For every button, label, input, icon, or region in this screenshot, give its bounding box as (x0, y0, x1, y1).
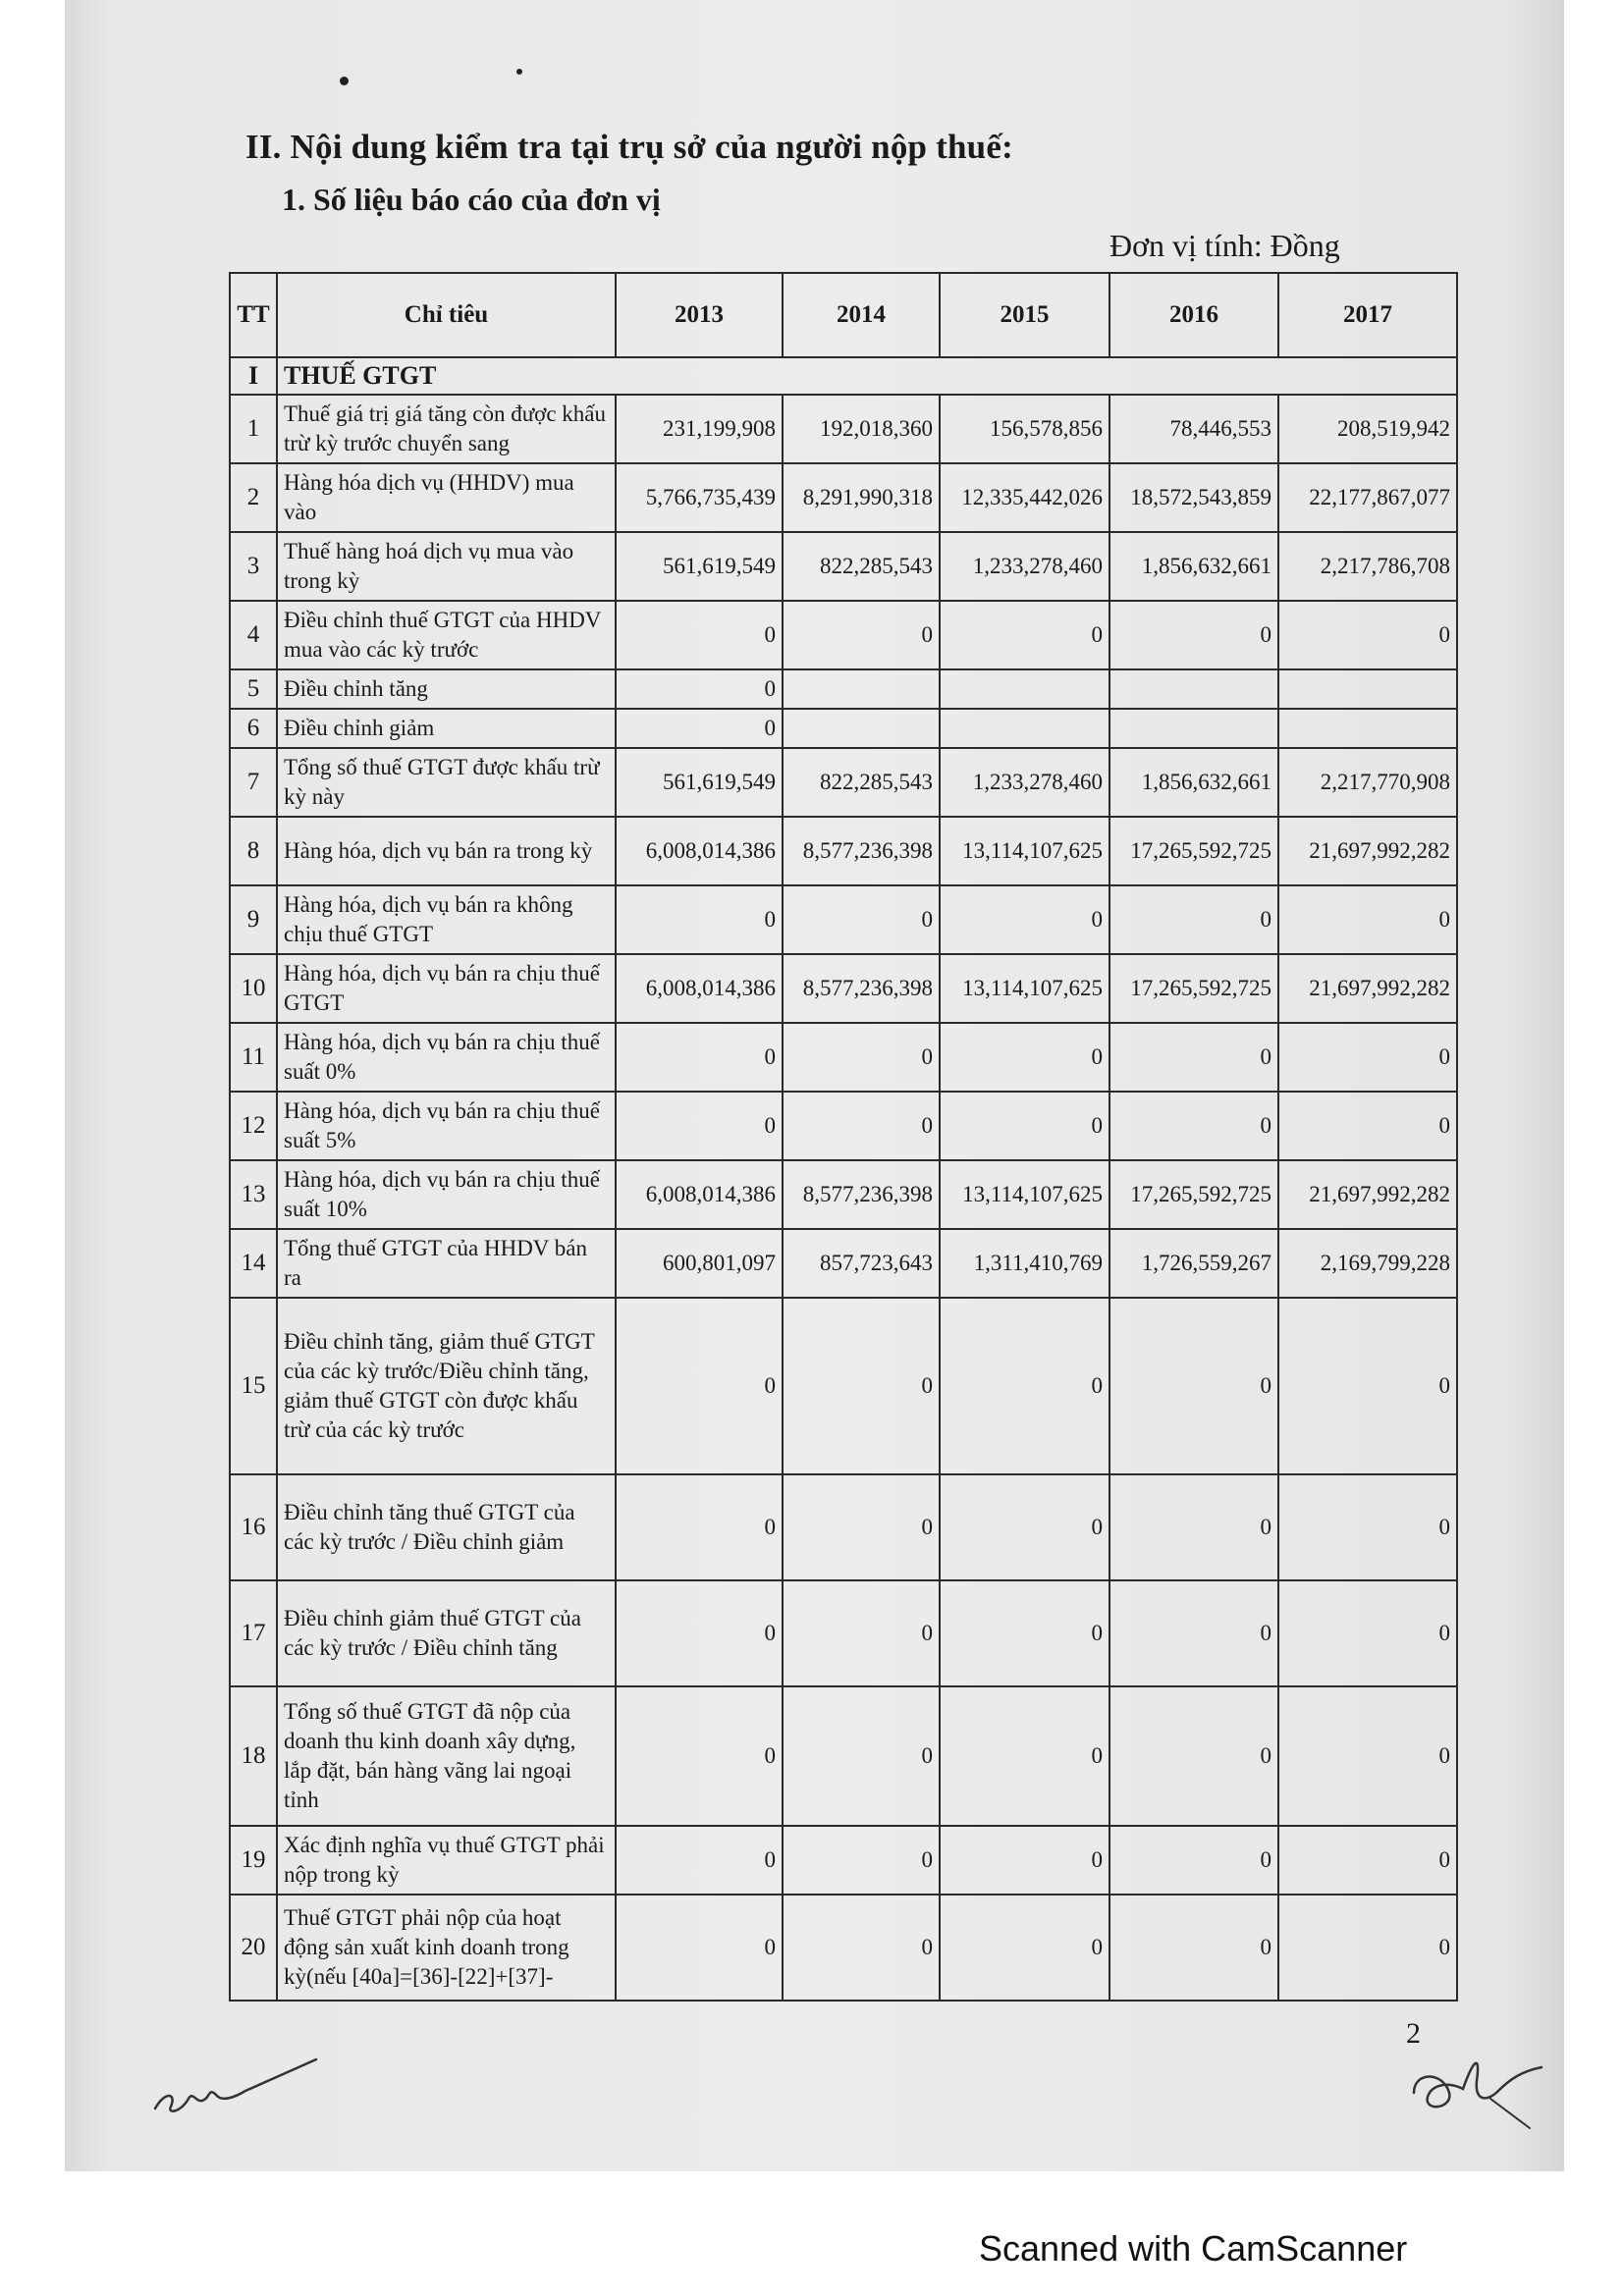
value-cell-2015: 0 (940, 1474, 1109, 1580)
table-row (230, 532, 1457, 601)
value-cell-2017: 0 (1278, 1474, 1457, 1580)
value-cell-2014: 822,285,543 (783, 748, 940, 817)
indicator-label: Điều chỉnh thuế GTGT của HHDV mua vào các kỳ trước (277, 601, 616, 669)
currency-unit-note: Đơn vị tính: Đồng (1109, 228, 1340, 263)
row-number: 17 (230, 1580, 277, 1686)
row-number: 7 (230, 748, 277, 817)
section-heading: II. Nội dung kiểm tra tại trụ sở của người nộp thuế: (245, 128, 1013, 166)
value-cell-2014: 822,285,543 (783, 532, 940, 601)
value-cell-2016: 1,726,559,267 (1109, 1229, 1278, 1298)
value-cell-2016: 18,572,543,859 (1109, 463, 1278, 532)
value-cell-2016: 0 (1109, 1580, 1278, 1686)
value-cell-2015 (940, 709, 1109, 748)
value-cell-2013: 0 (616, 1826, 783, 1895)
value-cell-2013: 0 (616, 1092, 783, 1160)
value-cell-2014: 8,577,236,398 (783, 817, 940, 885)
value-cell-2015: 156,578,856 (940, 395, 1109, 463)
indicator-label: Tổng số thuế GTGT đã nộp của doanh thu kinh doanh xây dựng, lắp đặt, bán hàng vãng lai ngoại tỉnh (277, 1686, 616, 1826)
table-row (230, 395, 1457, 463)
value-cell-2017: 0 (1278, 1298, 1457, 1474)
row-number: 10 (230, 954, 277, 1023)
value-cell-2014: 0 (783, 1474, 940, 1580)
value-cell-2014: 0 (783, 1298, 940, 1474)
row-number: 18 (230, 1686, 277, 1826)
table-row (230, 709, 1457, 748)
value-cell-2016: 1,856,632,661 (1109, 748, 1278, 817)
row-number: 9 (230, 885, 277, 954)
value-cell-2015: 1,233,278,460 (940, 748, 1109, 817)
column-header-2014: 2014 (783, 273, 940, 357)
signature-right (1404, 2042, 1551, 2130)
value-cell-2017: 0 (1278, 1895, 1457, 2001)
column-header-tt: TT (230, 273, 277, 357)
indicator-label: Tổng thuế GTGT của HHDV bán ra (277, 1229, 616, 1298)
value-cell-2016 (1109, 669, 1278, 709)
indicator-label: Điều chỉnh tăng (277, 669, 616, 709)
indicator-label: Thuế giá trị giá tăng còn được khấu trừ kỳ trước chuyển sang (277, 395, 616, 463)
table-row (230, 1092, 1457, 1160)
value-cell-2017: 21,697,992,282 (1278, 1160, 1457, 1229)
value-cell-2014: 192,018,360 (783, 395, 940, 463)
value-cell-2016: 0 (1109, 1686, 1278, 1826)
value-cell-2017: 0 (1278, 1580, 1457, 1686)
value-cell-2016: 0 (1109, 1474, 1278, 1580)
value-cell-2017: 2,217,786,708 (1278, 532, 1457, 601)
value-cell-2014: 0 (783, 1826, 940, 1895)
value-cell-2015: 0 (940, 1580, 1109, 1686)
indicator-label: Thuế GTGT phải nộp của hoạt động sản xuất kinh doanh trong kỳ(nếu [40a]=[36]-[22]+[37]- (277, 1895, 616, 2001)
value-cell-2013: 6,008,014,386 (616, 954, 783, 1023)
value-cell-2016: 17,265,592,725 (1109, 954, 1278, 1023)
table-row (230, 669, 1457, 709)
table-row (230, 1826, 1457, 1895)
value-cell-2014: 0 (783, 1580, 940, 1686)
indicator-label: Tổng số thuế GTGT được khấu trừ kỳ này (277, 748, 616, 817)
indicator-label: Hàng hóa, dịch vụ bán ra chịu thuế GTGT (277, 954, 616, 1023)
row-number: 16 (230, 1474, 277, 1580)
indicator-label: Hàng hóa, dịch vụ bán ra không chịu thuế GTGT (277, 885, 616, 954)
value-cell-2016: 17,265,592,725 (1109, 1160, 1278, 1229)
value-cell-2013: 5,766,735,439 (616, 463, 783, 532)
section-row (230, 357, 1457, 395)
column-header-2013: 2013 (616, 273, 783, 357)
value-cell-2015: 13,114,107,625 (940, 817, 1109, 885)
value-cell-2017: 0 (1278, 1092, 1457, 1160)
indicator-label: Xác định nghĩa vụ thuế GTGT phải nộp trong kỳ (277, 1826, 616, 1895)
value-cell-2016: 0 (1109, 885, 1278, 954)
table-row (230, 1474, 1457, 1580)
value-cell-2016: 0 (1109, 601, 1278, 669)
value-cell-2017: 22,177,867,077 (1278, 463, 1457, 532)
value-cell-2013: 0 (616, 1686, 783, 1826)
indicator-label: Điều chỉnh giảm thuế GTGT của các kỳ trước / Điều chỉnh tăng (277, 1580, 616, 1686)
column-header-2016: 2016 (1109, 273, 1278, 357)
value-cell-2014: 857,723,643 (783, 1229, 940, 1298)
table-row (230, 1686, 1457, 1826)
speck-mark (340, 77, 349, 85)
table-row (230, 885, 1457, 954)
value-cell-2016: 0 (1109, 1298, 1278, 1474)
value-cell-2014: 0 (783, 1895, 940, 2001)
value-cell-2017: 0 (1278, 885, 1457, 954)
value-cell-2013: 600,801,097 (616, 1229, 783, 1298)
table-row (230, 1229, 1457, 1298)
value-cell-2016: 1,856,632,661 (1109, 532, 1278, 601)
value-cell-2015 (940, 669, 1109, 709)
table-row (230, 1023, 1457, 1092)
table-row (230, 1580, 1457, 1686)
row-number: 6 (230, 709, 277, 748)
value-cell-2017 (1278, 709, 1457, 748)
value-cell-2015: 13,114,107,625 (940, 1160, 1109, 1229)
value-cell-2014: 0 (783, 885, 940, 954)
value-cell-2013: 0 (616, 1023, 783, 1092)
row-number: 8 (230, 817, 277, 885)
value-cell-2014 (783, 669, 940, 709)
value-cell-2016: 0 (1109, 1023, 1278, 1092)
table-header-row (230, 273, 1457, 357)
indicator-label: Hàng hóa dịch vụ (HHDV) mua vào (277, 463, 616, 532)
value-cell-2014 (783, 709, 940, 748)
section-title: THUẾ GTGT (277, 357, 1457, 395)
value-cell-2015: 0 (940, 1023, 1109, 1092)
row-number: 3 (230, 532, 277, 601)
row-number: 14 (230, 1229, 277, 1298)
value-cell-2015: 0 (940, 885, 1109, 954)
value-cell-2013: 0 (616, 601, 783, 669)
value-cell-2013: 0 (616, 669, 783, 709)
indicator-label: Thuế hàng hoá dịch vụ mua vào trong kỳ (277, 532, 616, 601)
indicator-label: Hàng hóa, dịch vụ bán ra chịu thuế suất 5% (277, 1092, 616, 1160)
row-number: 19 (230, 1826, 277, 1895)
table-row (230, 954, 1457, 1023)
value-cell-2015: 12,335,442,026 (940, 463, 1109, 532)
speck-mark (516, 69, 522, 75)
indicator-label: Hàng hóa, dịch vụ bán ra chịu thuế suất 10% (277, 1160, 616, 1229)
value-cell-2017: 0 (1278, 1686, 1457, 1826)
indicator-label: Hàng hóa, dịch vụ bán ra trong kỳ (277, 817, 616, 885)
table-row (230, 463, 1457, 532)
value-cell-2016: 0 (1109, 1826, 1278, 1895)
value-cell-2017: 0 (1278, 1023, 1457, 1092)
value-cell-2013: 0 (616, 1298, 783, 1474)
page-number: 2 (1406, 2017, 1421, 2050)
initials-signature-left (147, 2052, 324, 2130)
value-cell-2013: 0 (616, 1895, 783, 2001)
value-cell-2016 (1109, 709, 1278, 748)
value-cell-2013: 561,619,549 (616, 532, 783, 601)
indicator-label: Điều chỉnh giảm (277, 709, 616, 748)
value-cell-2015: 1,233,278,460 (940, 532, 1109, 601)
value-cell-2013: 0 (616, 1474, 783, 1580)
value-cell-2017: 2,169,799,228 (1278, 1229, 1457, 1298)
value-cell-2014: 8,577,236,398 (783, 954, 940, 1023)
indicator-label: Điều chỉnh tăng thuế GTGT của các kỳ trước / Điều chỉnh giảm (277, 1474, 616, 1580)
value-cell-2017: 2,217,770,908 (1278, 748, 1457, 817)
value-cell-2014: 0 (783, 1686, 940, 1826)
table-row (230, 748, 1457, 817)
vat-report-table (229, 272, 1458, 2002)
value-cell-2015: 0 (940, 1826, 1109, 1895)
row-number: 11 (230, 1023, 277, 1092)
value-cell-2015: 0 (940, 1092, 1109, 1160)
table-row (230, 817, 1457, 885)
value-cell-2015: 1,311,410,769 (940, 1229, 1109, 1298)
row-number: 5 (230, 669, 277, 709)
table-row (230, 601, 1457, 669)
row-number: 15 (230, 1298, 277, 1474)
value-cell-2015: 0 (940, 601, 1109, 669)
section-number: I (230, 357, 277, 395)
value-cell-2016: 17,265,592,725 (1109, 817, 1278, 885)
value-cell-2014: 0 (783, 1092, 940, 1160)
row-number: 20 (230, 1895, 277, 2001)
value-cell-2017 (1278, 669, 1457, 709)
value-cell-2016: 0 (1109, 1895, 1278, 2001)
value-cell-2013: 0 (616, 709, 783, 748)
table-row (230, 1895, 1457, 2001)
value-cell-2014: 8,577,236,398 (783, 1160, 940, 1229)
column-header-2017: 2017 (1278, 273, 1457, 357)
indicator-label: Điều chỉnh tăng, giảm thuế GTGT của các kỳ trước/Điều chỉnh tăng, giảm thuế GTGT còn được khấu trừ của các kỳ trước (277, 1298, 616, 1474)
value-cell-2016: 0 (1109, 1092, 1278, 1160)
value-cell-2017: 0 (1278, 1826, 1457, 1895)
value-cell-2013: 0 (616, 885, 783, 954)
value-cell-2013: 0 (616, 1580, 783, 1686)
table-row (230, 1298, 1457, 1474)
value-cell-2014: 0 (783, 601, 940, 669)
row-number: 12 (230, 1092, 277, 1160)
value-cell-2013: 6,008,014,386 (616, 817, 783, 885)
row-number: 4 (230, 601, 277, 669)
indicator-label: Hàng hóa, dịch vụ bán ra chịu thuế suất 0% (277, 1023, 616, 1092)
value-cell-2015: 13,114,107,625 (940, 954, 1109, 1023)
table-row (230, 1160, 1457, 1229)
subsection-heading: 1. Số liệu báo cáo của đơn vị (282, 182, 661, 217)
value-cell-2017: 0 (1278, 601, 1457, 669)
value-cell-2017: 208,519,942 (1278, 395, 1457, 463)
value-cell-2013: 6,008,014,386 (616, 1160, 783, 1229)
camscanner-watermark: Scanned with CamScanner (979, 2228, 1408, 2269)
value-cell-2015: 0 (940, 1895, 1109, 2001)
value-cell-2017: 21,697,992,282 (1278, 817, 1457, 885)
value-cell-2015: 0 (940, 1298, 1109, 1474)
row-number: 1 (230, 395, 277, 463)
column-header-2015: 2015 (940, 273, 1109, 357)
value-cell-2014: 0 (783, 1023, 940, 1092)
row-number: 13 (230, 1160, 277, 1229)
value-cell-2015: 0 (940, 1686, 1109, 1826)
value-cell-2013: 561,619,549 (616, 748, 783, 817)
value-cell-2013: 231,199,908 (616, 395, 783, 463)
row-number: 2 (230, 463, 277, 532)
value-cell-2016: 78,446,553 (1109, 395, 1278, 463)
value-cell-2014: 8,291,990,318 (783, 463, 940, 532)
value-cell-2017: 21,697,992,282 (1278, 954, 1457, 1023)
column-header-indicator: Chỉ tiêu (277, 273, 616, 357)
